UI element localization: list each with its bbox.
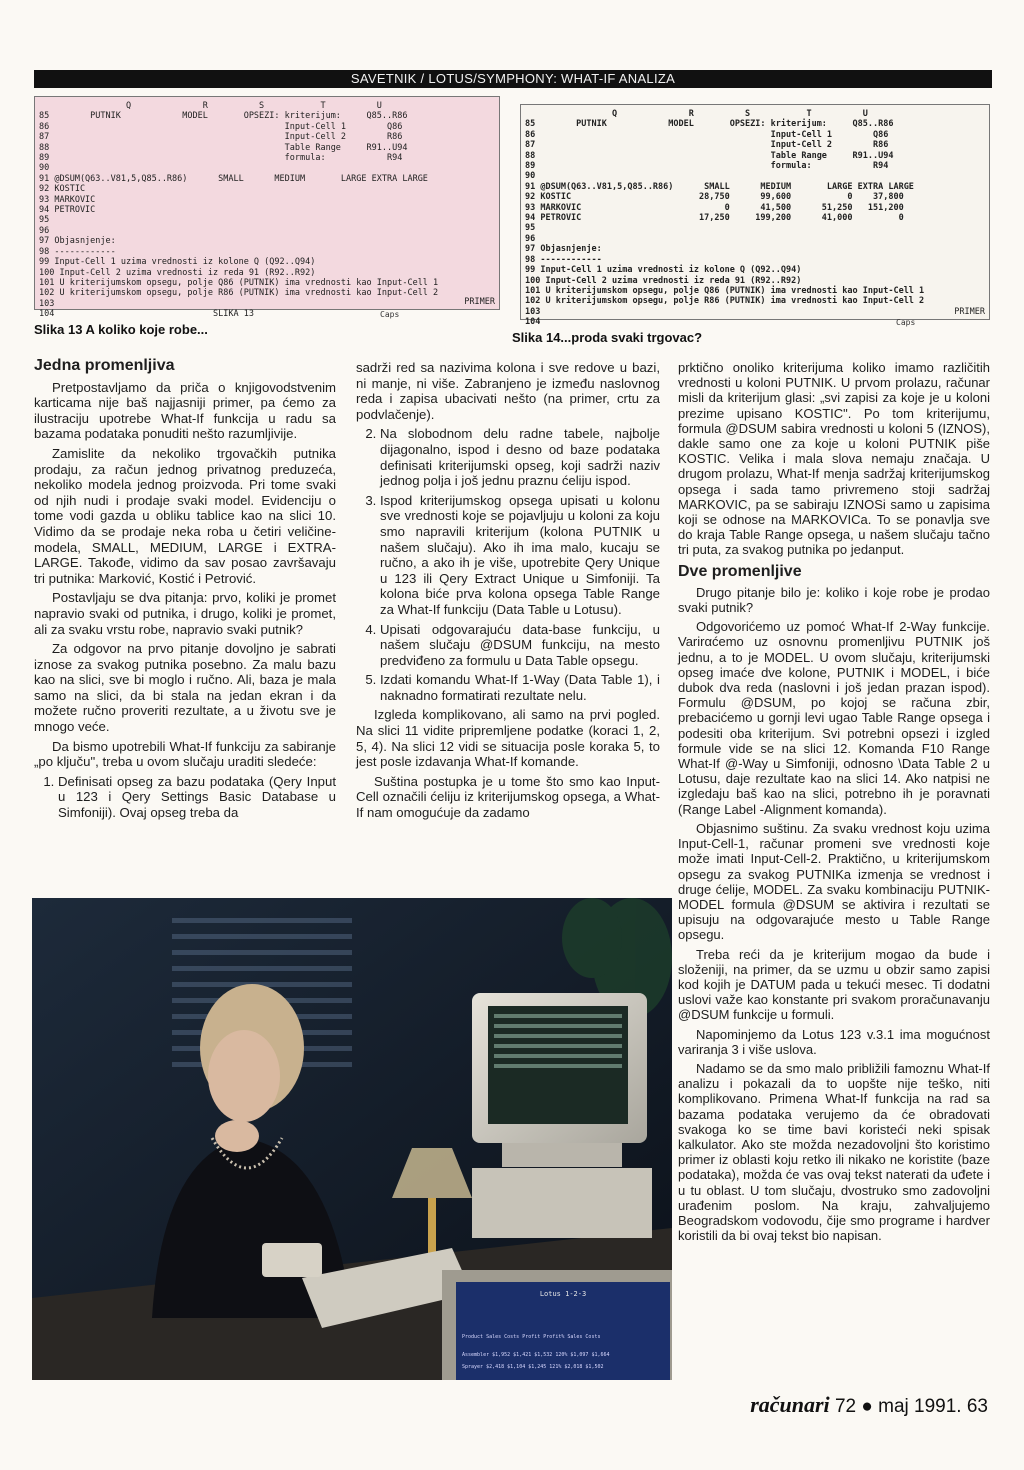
monitor-row: Sprayer $2,418 $1,104 $1,245 121% $2,018 $1,502 — [462, 1364, 604, 1370]
article-column-2 — [356, 360, 660, 825]
spreadsheet-row: 93 MARKOVIC 0 41,500 51,250 151,200 — [525, 202, 904, 213]
spreadsheet-row: 87 Input-Cell 2 R86 — [525, 140, 889, 151]
spreadsheet-row: 90 — [525, 171, 536, 182]
spreadsheet-row: 88 Table Range R91..U94 — [525, 150, 894, 161]
spreadsheet-rows — [525, 109, 924, 328]
spreadsheet-row: 86 Input-Cell 1 Q86 — [39, 121, 403, 132]
paragraph: Suština postupka je u tome što smo kao Input-Cell označili ćeliju iz kriterijumskog opsega, a What-If nam omogućuje da zadamo — [356, 773, 660, 821]
spreadsheet-row: 98 ------------ — [39, 246, 116, 257]
paragraph: Za odgovor na prvo pitanje dovoljno je sabrati iznose za svakog putnika posebno. Za malu bazu kao na slici, sve bi moglo i ručno. Ali, baza je mala samo na slici, da bi stala na jedan ekran i da možete ručno proveriti rezultate, a u životu sve je mnogo veće. — [34, 641, 336, 735]
paragraph: Postavljaju se dva pitanja: prvo, koliki je promet napravio svaki od putnika, i drugo, koliki je promet, ali za svaku vrstu robe, napravio svaki putnik? — [34, 590, 336, 637]
spreadsheet-row: 104 SLIKA 13 — [39, 309, 254, 320]
spreadsheet-row: 88 Table Range R91..U94 — [39, 142, 408, 153]
steps-list — [356, 426, 660, 703]
photo-illustration — [32, 898, 672, 1380]
paragraph: Drugo pitanje bilo je: koliko i koje robe je prodao svaki putnik? — [678, 584, 990, 616]
paragraph: Nadamo se da smo malo približili famoznu What-If analizu i pokazali da to uopšte nije teško, niti komplikovano. Primena What-If funkcija na rad sa bazama podataka verujemo da će obradovati svakoga ko se time bavi koristeći neki spisak kalkulator. Ako ste možda nezadovoljni što koristimo primer iz oblasti koju retko ili nikako ne koristite (baze podataka), možda će vas ovaj tekst naterati da uđete i u tu oblast. U tom slučaju, dvostruko smo zadovoljni urađenim poslom. Na kraju, zahvaljujemo Beogradskom vodovodu, čije smo programe i hardver koristili da bi ovaj tekst bio napisan. — [678, 1060, 990, 1244]
page-info: 72 ● maj 1991. 63 — [834, 1396, 988, 1417]
monitor-row: Assembler $1,952 $1,421 $1,532 120% $1,097 $1,664 — [462, 1352, 610, 1358]
section-header-bar: SAVETNIK / LOTUS/SYMPHONY: WHAT-IF ANALIZA — [34, 70, 992, 88]
spreadsheet-row: 92 KOSTIC — [39, 184, 86, 195]
list-item: 3. Ispod kriterijumskog opsega upisati u kolonu sve vrednosti koje se pojavljuju u koloni za koju smo napravili kriterijum (kolona PUTNIK u našem slučaju). Ako ih ima malo, kucaju se ručno, a ako ih je više, upotrebite Qery Unique u 123 ili Qery Extract Unique u Simfoniji. Ta kolona biće prva kolona opsega Table Range za What-If funkciju (Data Table u Lotusu). — [380, 493, 660, 618]
spreadsheet-row: 85 PUTNIK MODEL OPSEZI: kriterijum: Q85..R86 — [525, 119, 894, 130]
spreadsheet-row: 94 PETROVIC — [39, 205, 96, 216]
page-footer — [750, 1392, 988, 1418]
spreadsheet-rows — [39, 101, 438, 320]
paragraph: Objasnimo suštinu. Za svaku vrednost koju uzima Input-Cell-1, računar promeni sve vrednosti koje može imati Input-Cell-2. Praktično, u kriterijumskom opsegu za svakog PUTNIKa izmenja se vrednost i druge ćelije, MODEL. Za svaku kombinaciju PUTNIK-MODEL formula @DSUM se aktivira i rezultati se upisuju na odgovarajuće mesto u Table Range opsegu. — [678, 820, 990, 943]
spreadsheet-row: 85 PUTNIK MODEL OPSEZI: kriterijum: Q85..R86 — [39, 111, 408, 122]
figure-caption-13: Slika 13 A koliko koje robe... — [34, 322, 208, 337]
spreadsheet-row: 103 — [525, 306, 541, 317]
spreadsheet-row: Q R S T U — [39, 101, 382, 111]
spreadsheet-row: 95 — [39, 215, 50, 226]
paragraph: Zamislite da nekoliko trgovačkih putnika prodaju, za račun jednog privatnog preduzeća, nekoliko modela jednog proizvoda. Pri tome svaki od njih nudi i prodaje svaki model. Evidenciju o tome vodi gazda u obliku tablice kao na slici 10. Vidimo da se prodaje neka roba u četiri veličine-modela, SMALL, MEDIUM, LARGE i EXTRA-LARGE. Takođe, vidimo da sav posao završavaju tri putnika: Marković, Kostić i Petrović. — [34, 445, 336, 586]
spreadsheet-row: 101 U kriterijumskom opsegu, polje Q86 (PUTNIK) ima vrednosti kao Input-Cell 1 — [525, 285, 925, 296]
caps-status: Caps — [896, 318, 916, 327]
mode-indicator: PRIMER — [464, 296, 495, 307]
paragraph: Da bismo upotrebili What-If funkciju za sabiranje „po ključu", treba u ovom slučaju uraditi sledeće: — [34, 738, 336, 770]
spreadsheet-row: 95 — [525, 223, 536, 234]
spreadsheet-row: 94 PETROVIC 17,250 199,200 41,000 0 — [525, 213, 904, 224]
office-photo — [32, 898, 672, 1380]
spreadsheet-row: 93 MARKOVIC — [39, 194, 96, 205]
paragraph: sadrži red sa nazivima kolona i sve redove u bazi, ni manje, ni više. Zabranjeno je između naslovnog reda i zapisa ubacivati nešto (na primer, crtu za podvlačenje). — [356, 360, 660, 422]
paragraph: Izgleda komplikovano, ali samo na prvi pogled. Na slici 11 vidite pripremljene podatke (koraci 1, 2, 5, 4). Na slici 12 vidi se situacija posle koraka 5, to jest posle izdavanja What-If komande. — [356, 707, 660, 770]
paragraph: Napominjemo da Lotus 123 v.3.1 ima mogućnost variranja 3 i više uslova. — [678, 1026, 990, 1057]
monitor-row: Product Sales Costs Profit Profit% Sales Costs — [462, 1334, 601, 1340]
spreadsheet-row: 103 — [39, 298, 55, 309]
article-column-3 — [678, 360, 990, 1247]
list-item: 1. Definisati opseg za bazu podataka (Qery Input u 123 i Qery Settings Basic Database u Simfoniji). Ovaj opseg treba da — [58, 774, 336, 821]
spreadsheet-row: 100 Input-Cell 2 uzima vrednosti iz reda 91 (R92..R92) — [39, 267, 316, 278]
spreadsheet-row: 102 U kriterijumskom opsegu, polje R86 (PUTNIK) ima vrednosti kao Input-Cell 2 — [525, 296, 925, 307]
spreadsheet-row: 89 formula: R94 — [525, 161, 889, 172]
paragraph: Odgovorićemo uz pomoć What-If 2-Way funkcije. Varirαćemo uz osnovnu promenljivu PUTNIK još jednu, a to je MODEL. U ovom slučaju, kriterijumski opseg imaće dve kolone, PUTNIK i MODEL, i biće dubok dva reda (naslovni i još jedan prazan ispod). Formulu @DSUM, po kojoj se računa zbir, prebacićemo u gornji levi ugao Table Range opsega i podesiti oba kriterijum. Svi potrebni opsezi i izgled formule vide se na slici 12. Komanda F10 Range What-If @-Way u Simfoniji, odnosno \Data Table 2 u Lotusu, daje rezultate kao na slici 14. Ako natpisi ne izgledaju baš kao na slici, potrebno ih je poravnati (Range Label -Alignment komanda). — [678, 619, 990, 817]
section-heading: Jedna promenljiva — [34, 357, 175, 374]
spreadsheet-row: 91 @DSUM(Q63..V81,5,Q85..R86) SMALL MEDIUM LARGE EXTRA LARGE — [525, 181, 914, 192]
mode-indicator: PRIMER — [954, 306, 985, 317]
spreadsheet-row: 99 Input-Cell 1 uzima vrednosti iz kolone Q (Q92..Q94) — [525, 265, 802, 276]
spreadsheet-row: 97 Objasnjenje: — [525, 244, 602, 255]
spreadsheet-row: 101 U kriterijumskom opsegu, polje Q86 (PUTNIK) ima vrednosti kao Input-Cell 1 — [39, 277, 439, 288]
spreadsheet-row: Q R S T U — [525, 109, 868, 119]
monitor-title: Lotus 1-2-3 — [539, 1290, 587, 1298]
spreadsheet-row: 92 KOSTIC 28,750 99,600 0 37,800 — [525, 192, 904, 203]
spreadsheet-row: 91 @DSUM(Q63..V81,5,Q85..R86) SMALL MEDIUM LARGE EXTRA LARGE — [39, 173, 428, 184]
paragraph: Pretpostavljamo da priča o knjigovodstvenim karticama nije baš najjasniji primer, pa ćemo za ilustraciju upotrebe What-If funkcija u radu sa bazama podataka ponuditi nešto razumljivije. — [34, 379, 336, 442]
section-heading: Dve promenljive — [678, 562, 802, 580]
spreadsheet-row: 99 Input-Cell 1 uzima vrednosti iz kolone Q (Q92..Q94) — [39, 257, 316, 268]
paragraph: prktično onoliko kriterijuma koliko imamo različitih vrednosti u koloni PUTNIK. U prvom prolazu, računar misli da kriterijum glasi: „svi zapisi za koje je u koloni prezime upisano KOSTIC". Po tom kriterijumu, formula @DSUM sabira vrednosti u koloni 5 (IZNOS), dakle samo one za koje u koloni PUTNIK piše KOSTIC. Velika i mala slova nemaju značaja. U drugom prolazu, What-If menja sadržaj kriterijumskog opsega i sada tamo privremeno stoji sadržaj MARKOVIC, pa se sabiraju IZNOSi samo u zapisima koji se odnose na MARKOVICa. To se ponavlja sve do kraja Table Range opsega, u našem slučaju tačno tri puta, za svakog putnika po jedanput. — [678, 360, 990, 558]
spreadsheet-row: 87 Input-Cell 2 R86 — [39, 132, 403, 143]
list-item: 2. Na slobodnom delu radne tabele, najbolje dijagonalno, ispod i desno od baze podataka definisati kriterijumski opseg, koji sadrži naziv jednog polja i još jednu praznu ćeliju ispod. — [380, 426, 660, 488]
spreadsheet-row: 96 — [39, 225, 50, 236]
spreadsheet-row: 98 ------------ — [525, 254, 602, 265]
spreadsheet-row: 96 — [525, 233, 536, 244]
spreadsheet-row: 89 formula: R94 — [39, 153, 403, 164]
magazine-logo: računari — [750, 1392, 830, 1417]
list-item: 5. Izdati komandu What-If 1-Way (Data Table 1), i naknadno formatirati rezultate nelu. — [380, 672, 660, 703]
spreadsheet-row: 100 Input-Cell 2 uzima vrednosti iz reda 91 (R92..R92) — [525, 275, 802, 286]
spreadsheet-row: 97 Objasnjenje: — [39, 236, 116, 247]
steps-list — [34, 774, 336, 821]
spreadsheet-row: 90 — [39, 163, 50, 174]
list-item: 4. Upisati odgovarajuću data-base funkciju, u našem slučaju @DSUM funkciju, na mesto predviđeno za formulu u Data Table opsegu. — [380, 622, 660, 669]
caps-status: Caps — [380, 310, 400, 319]
spreadsheet-row: 104 — [525, 317, 541, 328]
article-column-1 — [34, 358, 336, 825]
paragraph: Treba reći da je kriterijum mogao da bude i složeniji, na primer, da se uzmu u obzir samo zapisi kod kojih je DATUM pada u tekući mesec. Ti dodatni uslovi važe kao konstante pri svakom proračunavanju @DSUM funkcije u formuli. — [678, 946, 990, 1023]
figure-caption-14: Slika 14...proda svaki trgovac? — [512, 330, 703, 345]
spreadsheet-row: 102 U kriterijumskom opsegu, polje R86 (PUTNIK) ima vrednosti kao Input-Cell 2 — [39, 288, 439, 299]
spreadsheet-row: 86 Input-Cell 1 Q86 — [525, 129, 889, 140]
